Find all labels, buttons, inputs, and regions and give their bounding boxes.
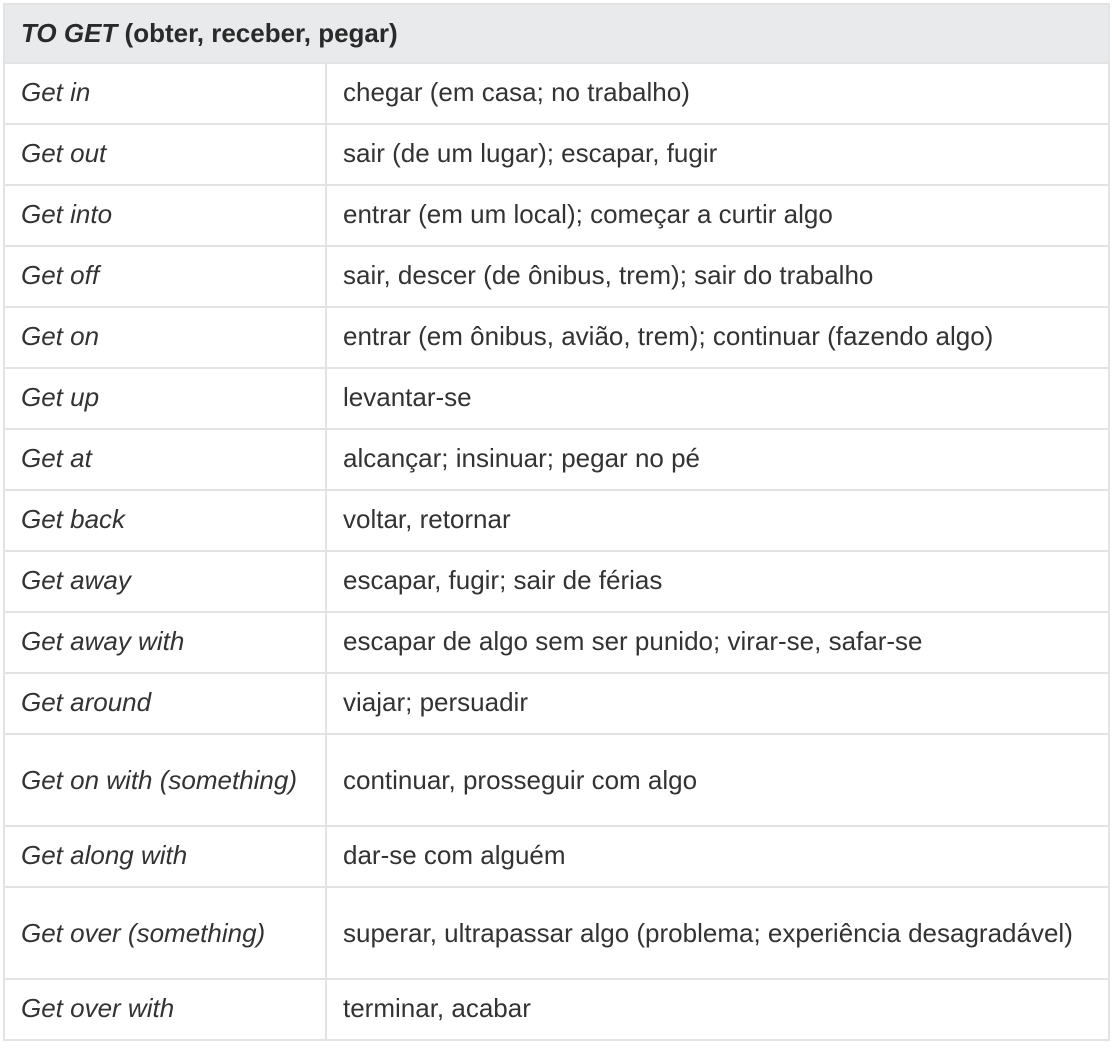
term-cell: Get over (something) [4,887,326,979]
table-row [4,63,1109,124]
definition-cell: sair, descer (de ônibus, trem); sair do trabalho [326,246,1109,307]
table-row [4,368,1109,429]
definition-cell: alcançar; insinuar; pegar no pé [326,429,1109,490]
table-row [4,124,1109,185]
term-cell: Get along with [4,826,326,887]
table-row [4,734,1109,826]
definition-cell: superar, ultrapassar algo (problema; experiência desagradável) [326,887,1109,979]
term-cell: Get in [4,63,326,124]
definition-cell: escapar, fugir; sair de férias [326,551,1109,612]
definition-cell: viajar; persuadir [326,673,1109,734]
definition-cell: dar-se com alguém [326,826,1109,887]
definition-cell: entrar (em ônibus, avião, trem); continuar (fazendo algo) [326,307,1109,368]
term-cell: Get into [4,185,326,246]
definition-cell: sair (de um lugar); escapar, fugir [326,124,1109,185]
term-cell: Get around [4,673,326,734]
phrasal-verbs-table [3,3,1110,1041]
term-cell: Get on [4,307,326,368]
definition-cell: escapar de algo sem ser punido; virar-se, safar-se [326,612,1109,673]
table-header-row [4,4,1109,63]
table-row [4,673,1109,734]
definition-cell: terminar, acabar [326,979,1109,1040]
table-header [4,4,1109,63]
term-cell: Get out [4,124,326,185]
term-cell: Get on with (something) [4,734,326,826]
term-cell: Get away [4,551,326,612]
table-row [4,307,1109,368]
phrasal-verbs-table-container [3,3,1108,1041]
term-cell: Get at [4,429,326,490]
definition-cell: continuar, prosseguir com algo [326,734,1109,826]
term-cell: Get back [4,490,326,551]
table-row [4,551,1109,612]
table-row [4,612,1109,673]
term-cell: Get away with [4,612,326,673]
header-verb: TO GET [21,18,118,48]
term-cell: Get over with [4,979,326,1040]
definition-cell: voltar, retornar [326,490,1109,551]
table-row [4,979,1109,1040]
table-row [4,429,1109,490]
term-cell: Get off [4,246,326,307]
definition-cell: chegar (em casa; no trabalho) [326,63,1109,124]
definition-cell: levantar-se [326,368,1109,429]
table-row [4,887,1109,979]
term-cell: Get up [4,368,326,429]
table-row [4,490,1109,551]
table-row [4,185,1109,246]
table-row [4,826,1109,887]
definition-cell: entrar (em um local); começar a curtir algo [326,185,1109,246]
table-row [4,246,1109,307]
header-meaning: (obter, receber, pegar) [124,18,398,48]
